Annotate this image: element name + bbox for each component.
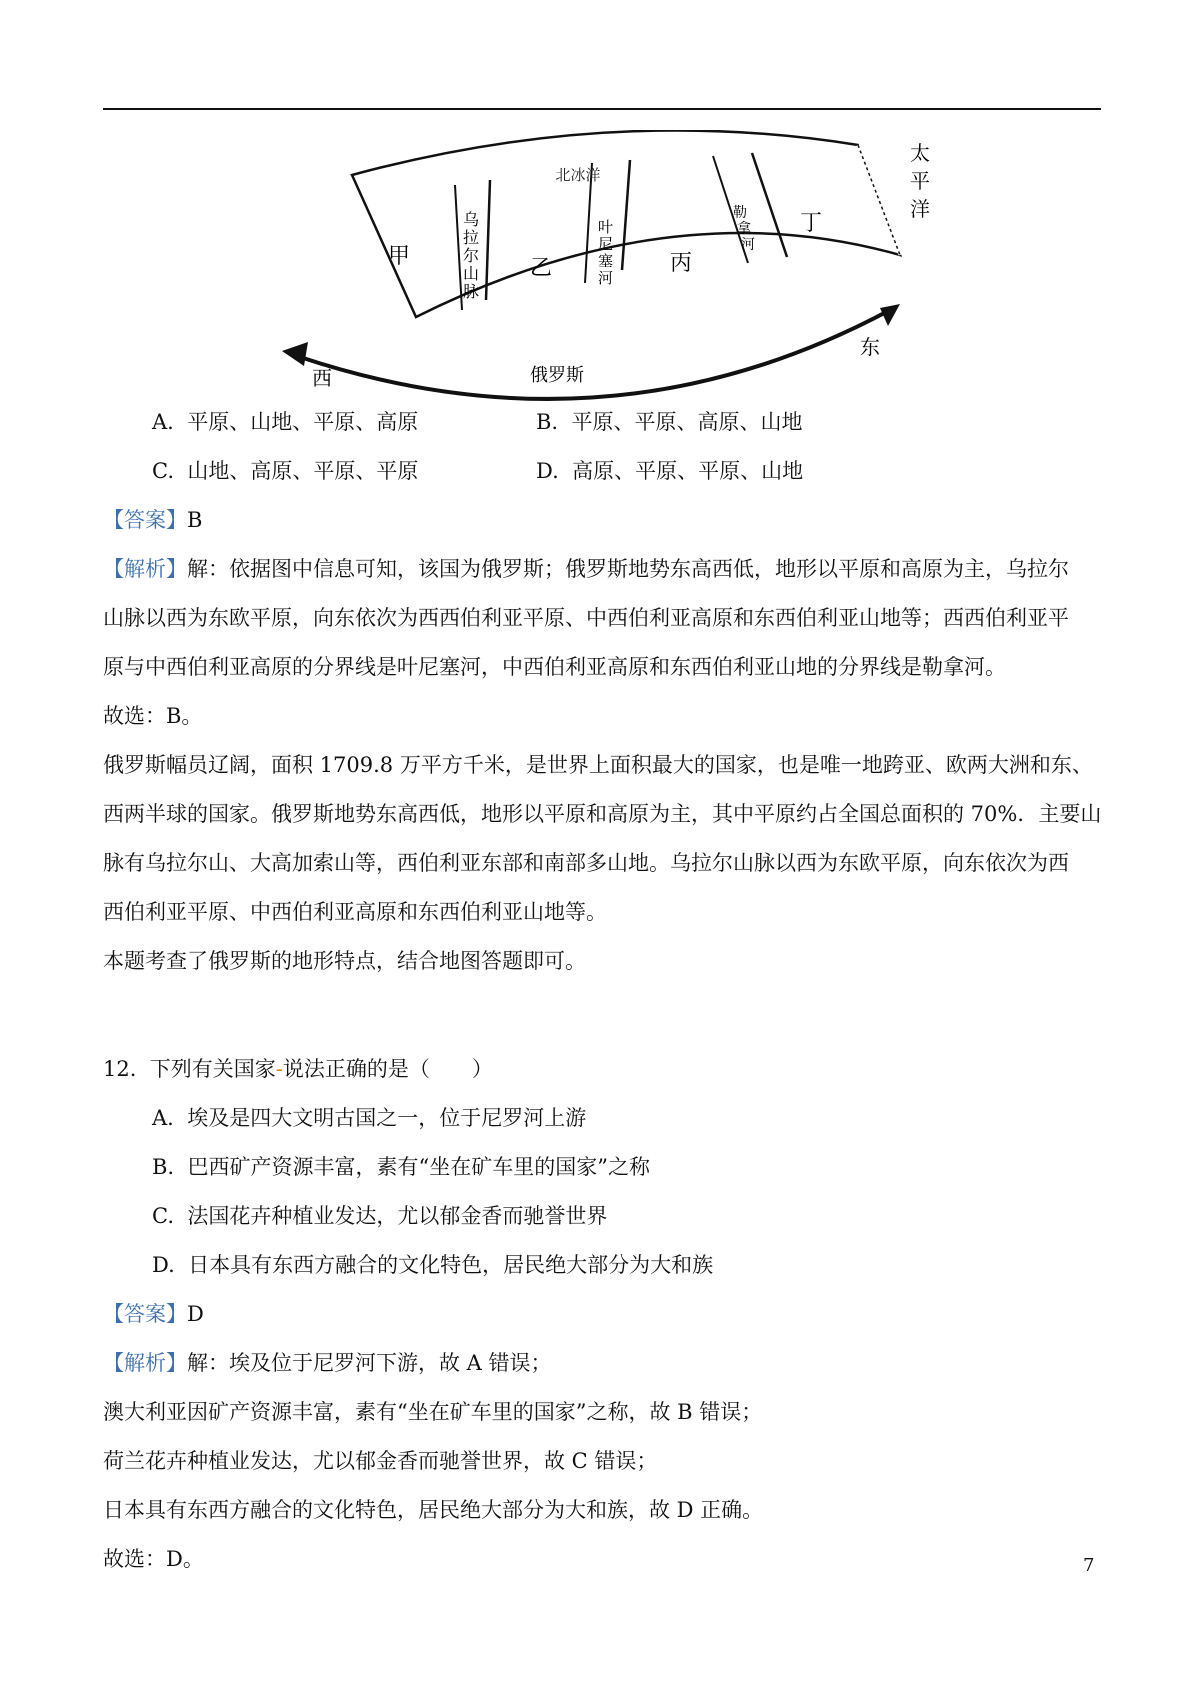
q12-option-b — [152, 1153, 650, 1181]
option-b-key: B. — [536, 410, 559, 434]
ural-label-4: 山 — [463, 264, 480, 283]
answer-value: D — [187, 1302, 204, 1326]
ural-label-5: 脉 — [463, 282, 480, 301]
q12-analysis-line-3: 荷兰花卉种植业发达，尤以郁金香而驰誉世界，故 C 错误； — [103, 1449, 658, 1473]
q12-analysis-line-2: 澳大利亚因矿产资源丰富，素有“坐在矿车里的国家”之称，故 B 错误； — [103, 1400, 763, 1424]
pacific-label-2: 平 — [910, 169, 930, 193]
q12-option-a-key: A. — [152, 1106, 174, 1130]
q11-extra-line-4: 西伯利亚平原、中西伯利亚高原和东西伯利亚山地等。 — [103, 900, 607, 924]
q12-choice: 故选：D。 — [103, 1547, 204, 1571]
lena-label-3: 河 — [741, 237, 755, 253]
q11-answer — [103, 506, 202, 534]
option-c-text: 山地、高原、平原、平原 — [187, 459, 419, 483]
option-d-key: D. — [536, 459, 559, 483]
ural-label-1: 乌 — [463, 210, 480, 229]
option-a-key: A. — [152, 410, 174, 434]
option-a — [152, 408, 418, 436]
q12-stem-b: 说法正确的是（ ） — [282, 1057, 493, 1081]
yenisei-label-2: 尼 — [598, 235, 614, 253]
q12-option-d — [152, 1251, 713, 1279]
analysis-text: 解：埃及位于尼罗河下游，故 A 错误； — [187, 1351, 552, 1375]
analysis-tag: 【解析】 — [103, 1351, 187, 1375]
q11-extra-line-1: 俄罗斯幅员辽阔，面积 1709.8 万平方千米，是世界上面积最大的国家，也是唯一地跨亚、欧两大洲和东、 — [103, 753, 1093, 777]
q12-option-c-text: 法国花卉种植业发达，尤以郁金香而驰誉世界 — [187, 1204, 608, 1228]
region-jia: 甲 — [388, 244, 411, 269]
analysis-tag: 【解析】 — [103, 557, 187, 581]
q12-option-c-key: C. — [152, 1204, 174, 1228]
direction-arrow — [300, 310, 890, 399]
ural-label-3: 尔 — [463, 246, 480, 265]
option-d-text: 高原、平原、平原、山地 — [572, 459, 804, 483]
east-label: 东 — [860, 335, 880, 359]
analysis-text: 解：依据图中信息可知，该国为俄罗斯；俄罗斯地势东高西低，地形以平原和高原为主，乌拉尔 — [187, 557, 1069, 581]
text-cursor-mark: - — [275, 1057, 283, 1081]
q12-stem-a: 下列有关国家 — [149, 1057, 276, 1081]
option-a-text: 平原、山地、平原、高原 — [187, 410, 419, 434]
q11-summary: 本题考查了俄罗斯的地形特点，结合地图答题即可。 — [103, 949, 586, 973]
answer-tag: 【答案】 — [103, 1302, 187, 1326]
yenisei-label-4: 河 — [598, 269, 614, 287]
yenisei-label-1: 叶 — [598, 218, 614, 236]
region-bing: 丙 — [670, 251, 693, 276]
q12-option-d-key: D. — [152, 1253, 175, 1277]
answer-tag: 【答案】 — [103, 508, 187, 532]
q12-analysis-line-1 — [103, 1349, 552, 1377]
q12-option-b-key: B. — [152, 1155, 175, 1179]
q12-option-a — [152, 1104, 586, 1132]
pacific-label-1: 太 — [910, 141, 930, 165]
option-d — [536, 457, 803, 485]
q11-analysis-line-3: 原与中西伯利亚高原的分界线是叶尼塞河，中西伯利亚高原和东西伯利亚山地的分界线是勒拿河。 — [103, 655, 1006, 679]
option-c — [152, 457, 418, 485]
q12-answer — [103, 1300, 204, 1328]
region-yi: 乙 — [530, 256, 553, 281]
q12-stem — [103, 1055, 493, 1083]
q12-option-a-text: 埃及是四大文明古国之一，位于尼罗河上游 — [187, 1106, 587, 1130]
q11-choice: 故选：B。 — [103, 704, 203, 728]
q11-extra-line-3: 脉有乌拉尔山、大高加索山等，西伯利亚东部和南部多山地。乌拉尔山脉以西为东欧平原，向东依次为西 — [103, 851, 1069, 875]
page-number: 7 — [1083, 1555, 1095, 1576]
option-b-text: 平原、平原、高原、山地 — [571, 410, 803, 434]
q12-option-b-text: 巴西矿产资源丰富，素有“坐在矿车里的国家”之称 — [187, 1155, 650, 1179]
q12-option-c — [152, 1202, 607, 1230]
q12-option-d-text: 日本具有东西方融合的文化特色，居民绝大部分为大和族 — [188, 1253, 714, 1277]
header-rule — [103, 108, 1101, 110]
option-b — [536, 408, 802, 436]
q12-number: 12. — [103, 1057, 137, 1081]
russia-label: 俄罗斯 — [530, 365, 584, 386]
q11-extra-line-2: 西两半球的国家。俄罗斯地势东高西低，地形以平原和高原为主，其中平原约占全国总面积的 70%．主要山 — [103, 802, 1102, 826]
option-c-key: C. — [152, 459, 174, 483]
ural-label-2: 拉 — [463, 228, 480, 247]
lena-label-1: 勒 — [733, 205, 747, 221]
region-ding: 丁 — [800, 211, 823, 236]
west-label: 西 — [312, 366, 332, 390]
q11-analysis-line-1 — [103, 555, 1069, 583]
answer-value: B — [187, 508, 203, 532]
yenisei-label-3: 塞 — [598, 252, 614, 270]
q11-analysis-line-2: 山脉以西为东欧平原，向东依次为西西伯利亚平原、中西伯利亚高原和东西伯利亚山地等；西西伯利亚平 — [103, 606, 1069, 630]
north-ocean-label: 北冰洋 — [555, 166, 601, 184]
lena-label-2: 拿 — [737, 221, 751, 237]
pacific-label-3: 洋 — [910, 197, 930, 221]
q12-analysis-line-4: 日本具有东西方融合的文化特色，居民绝大部分为大和族，故 D 正确。 — [103, 1498, 764, 1522]
